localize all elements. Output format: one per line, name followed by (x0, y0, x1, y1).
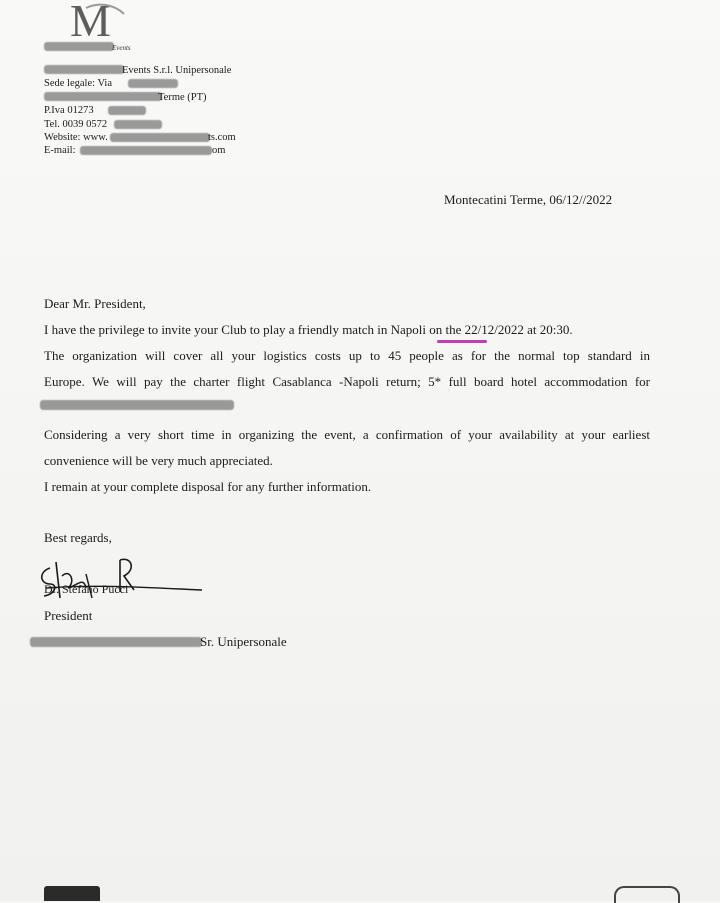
letterhead-piva: P.Iva 01273 (44, 105, 94, 116)
body-line-5: Considering a very short time in organizing the event, a confirmation of your availability at your earliest (44, 427, 650, 442)
body-line-7: I remain at your complete disposal for any further information. (44, 479, 372, 494)
closing-regards: Best regards, (44, 530, 112, 545)
footer-logo-right (614, 886, 680, 903)
body-line-6: convenience will be very much appreciated. (44, 453, 273, 468)
letterhead-company: Events S.r.l. Unipersonale (122, 65, 232, 76)
body-line-1-start: I have the privilege to invite your Club to play a friendly match in (44, 322, 391, 337)
pink-underline-mark (437, 340, 487, 343)
logo-subtitle: Events (112, 44, 131, 52)
redaction-address (128, 79, 178, 88)
letterhead-email-tail: om (212, 145, 226, 156)
letter-date: Montecatini Terme, 06/12//2022 (444, 192, 613, 207)
redaction-email (80, 146, 212, 155)
letterhead-website-tail: ts.com (208, 132, 236, 143)
redaction-company (44, 65, 124, 74)
letterhead-tel: Tel. 0039 0572 (44, 119, 108, 130)
body-line-2: The organization will cover all your logistics costs up to 45 people as for the normal top standard in (44, 348, 650, 363)
redaction-piva (108, 106, 146, 115)
company-logo (66, 0, 130, 42)
letterhead-city: Terme (PT) (158, 92, 207, 103)
redaction-body-line-4 (40, 400, 234, 410)
signatory-name: Dr. Stefano Pucci (44, 582, 129, 596)
redaction-logo-name (44, 42, 114, 51)
letterhead-email: E-mail: (44, 145, 76, 156)
redaction-tel (114, 120, 162, 129)
salutation: Dear Mr. President, (44, 296, 146, 311)
body-line-3: Europe. We will pay the charter flight Casablanca -Napoli return; 5* full board hotel accommodation for (44, 374, 650, 389)
letterhead-sede: Sede legale: Via (44, 78, 112, 89)
highlighted-city: Napoli (390, 322, 426, 337)
closing-company: Sr. Unipersonale (200, 634, 287, 649)
logo-letter: M (70, 0, 111, 42)
body-line-1 (44, 322, 573, 338)
footer-logo-left (44, 886, 100, 901)
letterhead-website: Website: www. (44, 132, 108, 143)
redaction-website (110, 133, 210, 142)
signatory-title: President (44, 608, 93, 623)
body-line-1-end: on the 22/12/2022 at 20:30. (425, 322, 573, 337)
redaction-company-footer (30, 637, 202, 647)
redaction-city (44, 92, 162, 101)
